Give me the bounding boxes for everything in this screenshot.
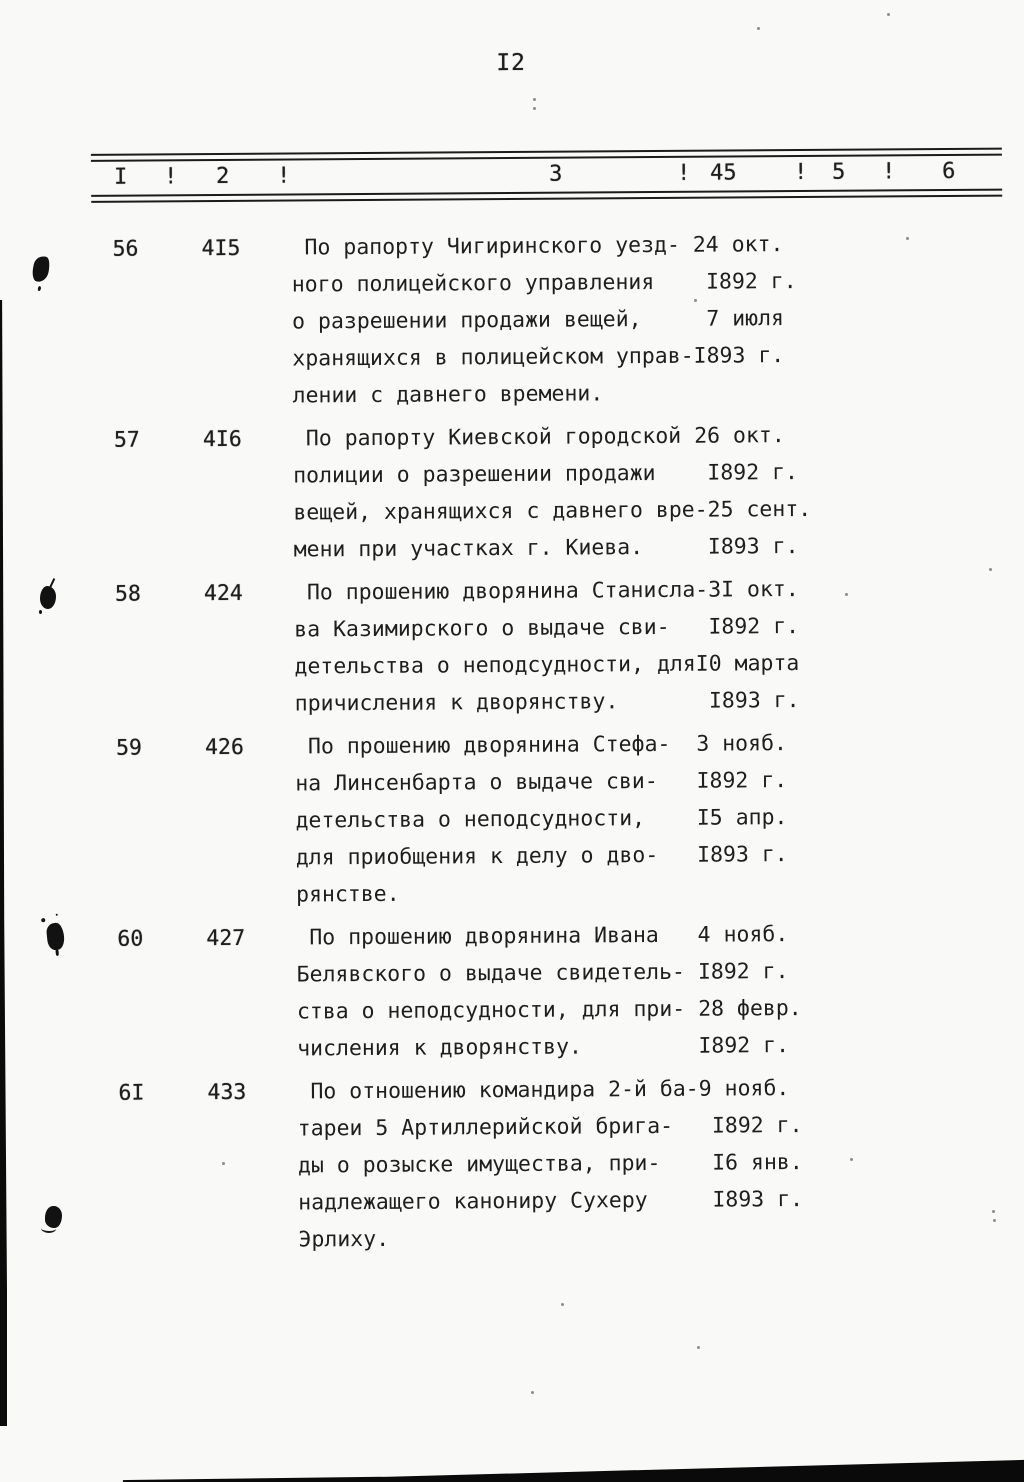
column-header-2: 2 — [215, 163, 230, 190]
column-separator: ! — [793, 159, 808, 186]
table-row — [0, 415, 1023, 570]
entry-text-and-dates: По прошению дворянина Станисла-3I окт. ва Казимирского о выдаче сви- I892 г. детельства о неподсудности, дляI0 марта причисления к дворянству. I893 г. — [293, 576, 800, 717]
scan-speck — [993, 1219, 996, 1222]
entry-text-and-dates: По рапорту Чигиринского уезд- 24 окт. ного полицейского управления I892 г. о разрешении продажи вещей, 7 июля хранящихся в полицейском управ-I893 г. лении с давнего времени. — [291, 232, 797, 409]
entry-number: 56 — [112, 236, 139, 262]
scan-speck — [533, 107, 536, 110]
scan-speck — [561, 1303, 564, 1306]
case-number: 427 — [206, 925, 246, 952]
scan-speck — [697, 1346, 700, 1349]
table-header — [0, 0, 1019, 190]
scan-speck — [906, 237, 909, 240]
scan-speck — [850, 1158, 853, 1161]
table-row — [0, 723, 1024, 915]
entry-number: 58 — [114, 581, 141, 607]
case-number: 424 — [203, 580, 243, 607]
scan-speck — [757, 27, 760, 30]
scan-speck — [845, 593, 848, 596]
column-header-3: 3 — [548, 161, 563, 187]
table-row — [0, 224, 1022, 416]
case-number: 4I6 — [202, 426, 242, 453]
column-header-45: 45 — [709, 160, 737, 186]
entry-text-and-dates: По прошению дворянина Ивана 4 нояб. Белявского о выдаче свидетель- I892 г. ства о неподсудности, для при- 28 февр. числения к дворянству. I892 г. — [296, 922, 802, 1062]
ink-blot — [45, 1206, 62, 1228]
column-separator: ! — [163, 164, 178, 190]
column-separator: ! — [276, 163, 291, 189]
scan-speck — [531, 1391, 534, 1394]
entry-number: 6I — [118, 1080, 145, 1106]
table-body — [0, 224, 1024, 1266]
column-separator: ! — [881, 159, 896, 185]
header-rule-top — [91, 148, 1002, 162]
case-number: 433 — [207, 1079, 247, 1106]
entry-text-and-dates: По отношению командира 2-й ба-9 нояб. тареи 5 Артиллерийской брига- I892 г. ды о розыске имущества, при- I6 янв. надлежащего канониру Сухеру I893 г. Эрлиху. — [297, 1076, 804, 1253]
scan-speck — [694, 299, 697, 302]
header-rule-bottom — [91, 189, 1002, 203]
column-separator: ! — [676, 160, 691, 186]
scan-speck — [989, 568, 992, 571]
table-row — [1, 914, 1024, 1069]
column-header-5: 5 — [831, 159, 846, 185]
scan-speck — [222, 1162, 225, 1165]
page-number: I2 — [496, 49, 527, 77]
case-number: 4I5 — [201, 235, 241, 262]
column-header-1: I — [113, 164, 128, 190]
scan-speck — [533, 98, 536, 101]
table-row — [0, 569, 1024, 724]
case-number: 426 — [204, 734, 244, 761]
entry-number: 57 — [113, 427, 140, 453]
table-row — [2, 1068, 1024, 1260]
entry-number: 59 — [115, 735, 143, 761]
scan-speck — [887, 13, 890, 16]
entry-text-and-dates: По рапорту Киевской городской 26 окт. полиции о разрешении продажи I892 г. вещей, хранящихся с давнего вре-25 сент. мени при участках г. Киева. I893 г. — [292, 423, 812, 563]
entry-number: 60 — [117, 926, 144, 952]
scan-speck — [992, 1210, 995, 1213]
entry-text-and-dates: По прошению дворянина Стефа- 3 нояб. на Линсенбарта о выдаче сви- I892 г. детельства о неподсудности, I5 апр. для приобщения к делу о дво- I893 г. рянстве. — [294, 731, 788, 908]
column-header-6: 6 — [941, 158, 956, 184]
